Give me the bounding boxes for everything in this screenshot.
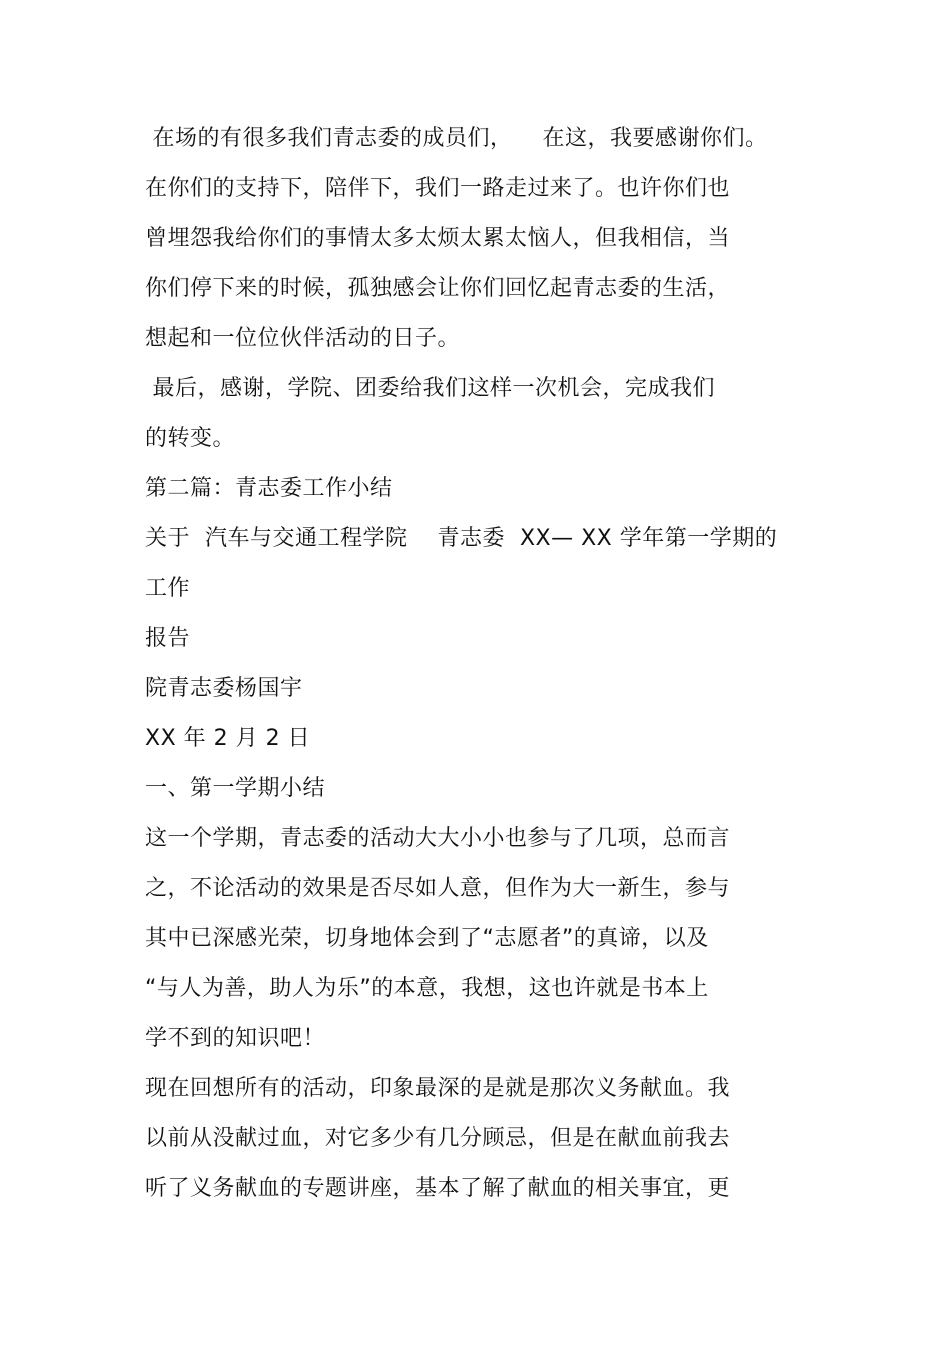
text-line: 你们停下来的时候，孤独感会让你们回忆起青志委的生活，	[145, 276, 731, 301]
text-line: 最后，感谢，学院、团委给我们这样一次机会，完成我们	[145, 376, 715, 401]
text-line: 听了义务献血的专题讲座，基本了解了献血的相关事宜，更	[145, 1176, 731, 1201]
section-heading: 第二篇：青志委工作小结	[145, 476, 393, 501]
text-line: 之，不论活动的效果是否尽如人意，但作为大一新生，参与	[145, 876, 731, 901]
report-title-line: 关于 汽车与交通工程学院 青志委 XX— XX 学年第一学期的	[145, 526, 778, 551]
text-line: 曾埋怨我给你们的事情太多太烦太累太恼人，但我相信，当	[145, 226, 731, 251]
date-line: XX 年 2 月 2 日	[145, 726, 311, 751]
text-line: 现在回想所有的活动，印象最深的是就是那次义务献血。我	[145, 1076, 731, 1101]
text-line: “与人为善，助人为乐”的本意，我想，这也许就是书本上	[145, 976, 709, 1001]
report-title-line: 工作	[145, 576, 191, 601]
report-title-line: 报告	[145, 626, 191, 651]
text-line: 的转变。	[145, 426, 236, 451]
text-line: 学不到的知识吧！	[145, 1026, 326, 1051]
text-line: 在你们的支持下，陪伴下，我们一路走过来了。也许你们也	[145, 176, 731, 201]
text-line: 想起和一位位伙伴活动的日子。	[145, 326, 461, 351]
text-line: 其中已深感光荣，切身地体会到了“志愿者”的真谛，以及	[145, 926, 709, 951]
text-line: 这一个学期，青志委的活动大大小小也参与了几项，总而言	[145, 826, 731, 851]
subsection-heading: 一、第一学期小结	[145, 776, 326, 801]
text-line: 以前从没献过血，对它多少有几分顾忌，但是在献血前我去	[145, 1126, 731, 1151]
author-line: 院青志委杨国宇	[145, 676, 303, 701]
text-line: 在场的有很多我们青志委的成员们， 在这，我要感谢你们。	[145, 126, 768, 151]
